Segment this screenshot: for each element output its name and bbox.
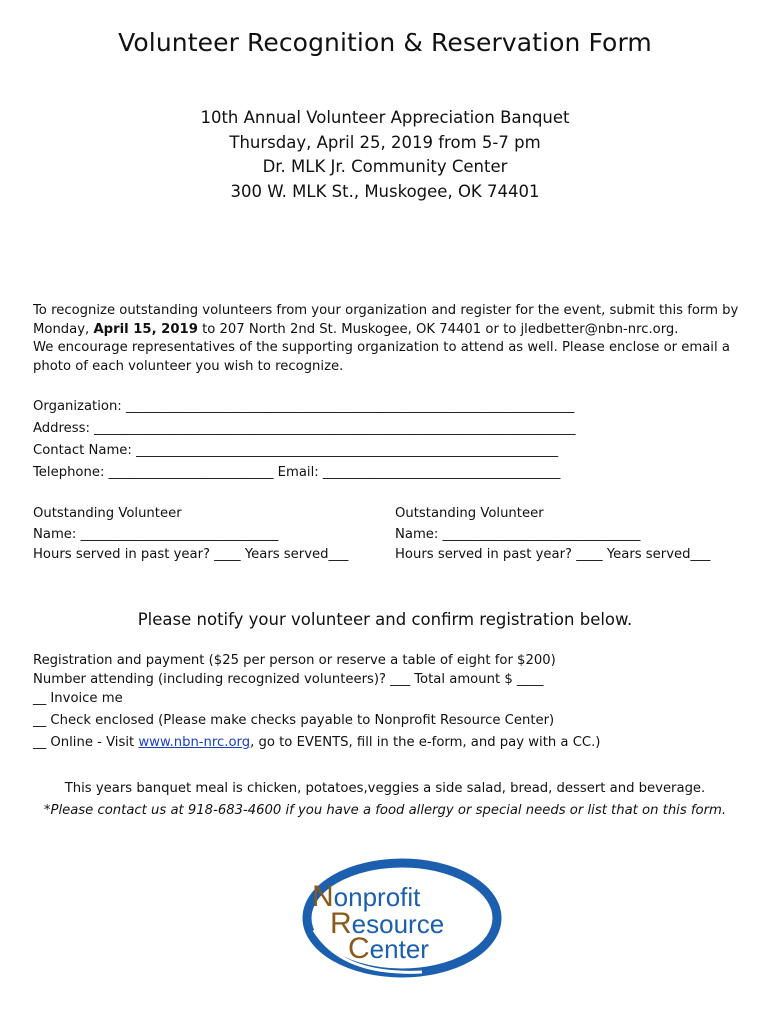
attendance-row bbox=[33, 670, 753, 689]
contact-name-blank[interactable]: ________________________________________________________________ bbox=[136, 443, 559, 458]
logo-line-2: Resource bbox=[330, 907, 445, 940]
telephone-label: Telephone: bbox=[33, 465, 105, 480]
intro-text-3: We encourage representatives of the supporting organization to attend as well. Please enclose or email a photo of each volunteer you wish to recognize. bbox=[33, 340, 730, 374]
hours-blank[interactable]: ____ bbox=[576, 547, 603, 562]
attendance-label: Number attending (including recognized volunteers)? bbox=[33, 672, 387, 687]
contact-name-label: Contact Name: bbox=[33, 443, 132, 458]
check-checkbox[interactable]: __ bbox=[33, 713, 47, 728]
form-title: Volunteer Recognition & Reservation Form bbox=[118, 28, 652, 57]
address-field[interactable] bbox=[33, 418, 733, 440]
intro-text-1: To recognize outstanding volunteers from your organization and register for the event, submit this form by Monday, bbox=[33, 303, 739, 337]
check-label: Check enclosed (Please make checks payable to Nonprofit Resource Center) bbox=[50, 713, 555, 728]
organization-field[interactable] bbox=[33, 396, 733, 418]
years-blank[interactable]: ___ bbox=[690, 547, 711, 562]
volunteer-name-row[interactable] bbox=[395, 525, 710, 546]
address-label: Address: bbox=[33, 421, 90, 436]
hours-blank[interactable]: ____ bbox=[214, 547, 241, 562]
intro-paragraph bbox=[33, 302, 753, 376]
logo-line-1: Nonprofit bbox=[312, 880, 421, 913]
years-label: Years served bbox=[606, 547, 691, 562]
contact-name-field[interactable] bbox=[33, 440, 733, 462]
volunteer-hours-row bbox=[33, 545, 348, 566]
address-blank[interactable]: _________________________________________________________________________ bbox=[94, 421, 576, 436]
telephone-blank[interactable]: _________________________ bbox=[108, 465, 274, 480]
meal-description: This years banquet meal is chicken, potatoes,veggies a side salad, bread, dessert and beverage. bbox=[64, 781, 706, 796]
email-blank[interactable]: ____________________________________ bbox=[322, 465, 561, 480]
contact-fields bbox=[33, 396, 733, 484]
notify-heading: Please notify your volunteer and confirm registration below. bbox=[137, 610, 633, 629]
email-label: Email: bbox=[277, 465, 319, 480]
invoice-label: Invoice me bbox=[50, 691, 123, 706]
registration-section bbox=[33, 651, 753, 752]
event-date: Thursday, April 25, 2019 from 5-7 pm bbox=[229, 132, 541, 152]
volunteer-heading: Outstanding Volunteer bbox=[395, 506, 544, 521]
event-name: 10th Annual Volunteer Appreciation Banquet bbox=[200, 108, 570, 127]
total-blank[interactable]: ____ bbox=[516, 672, 544, 687]
volunteer-name-row[interactable] bbox=[33, 525, 348, 546]
volunteer-name-blank[interactable]: ______________________________ bbox=[442, 526, 641, 542]
volunteer-name-label: Name: bbox=[395, 526, 439, 542]
event-venue: Dr. MLK Jr. Community Center bbox=[262, 157, 508, 176]
total-label: Total amount $ bbox=[414, 672, 513, 687]
volunteer-name-blank[interactable]: ______________________________ bbox=[80, 526, 279, 542]
online-option[interactable] bbox=[33, 733, 753, 752]
telephone-email-row bbox=[33, 462, 733, 484]
hours-label: Hours served in past year? bbox=[395, 547, 573, 562]
organization-label: Organization: bbox=[33, 399, 122, 414]
volunteer-name-label: Name: bbox=[33, 526, 77, 542]
online-label-end: , go to EVENTS, fill in the e-form, and pay with a CC.) bbox=[250, 735, 601, 750]
volunteer-heading: Outstanding Volunteer bbox=[33, 506, 182, 521]
online-checkbox[interactable]: __ bbox=[33, 735, 47, 750]
event-address: 300 W. MLK St., Muskogee, OK 74401 bbox=[230, 181, 540, 201]
years-label: Years served bbox=[244, 547, 329, 562]
meal-info bbox=[0, 778, 770, 822]
volunteer-entry-2 bbox=[395, 504, 710, 566]
allergy-note: *Please contact us at 918-683-4600 if you have a food allergy or special needs or list that on this form. bbox=[43, 803, 727, 818]
volunteer-hours-row bbox=[395, 545, 710, 566]
nonprofit-resource-center-logo bbox=[302, 858, 502, 980]
attendance-blank[interactable]: ___ bbox=[390, 672, 411, 687]
online-label-start: Online - Visit bbox=[50, 735, 139, 750]
organization-blank[interactable]: ____________________________________________________________________ bbox=[125, 399, 575, 414]
event-details bbox=[0, 106, 770, 204]
check-option[interactable] bbox=[33, 711, 753, 730]
intro-text-2: to 207 North 2nd St. Muskogee, OK 74401 or to jledbetter@nbn-nrc.org. bbox=[197, 321, 679, 337]
years-blank[interactable]: ___ bbox=[328, 547, 349, 562]
hours-label: Hours served in past year? bbox=[33, 547, 211, 562]
registration-pricing: Registration and payment ($25 per person or reserve a table of eight for $200) bbox=[33, 653, 556, 668]
intro-deadline: April 15, 2019 bbox=[93, 321, 198, 337]
volunteer-entry-1 bbox=[33, 504, 348, 566]
invoice-option[interactable] bbox=[33, 689, 753, 708]
logo-line-3: Center bbox=[348, 932, 429, 965]
invoice-checkbox[interactable]: __ bbox=[33, 691, 47, 706]
website-link[interactable]: www.nbn-nrc.org bbox=[138, 735, 251, 750]
